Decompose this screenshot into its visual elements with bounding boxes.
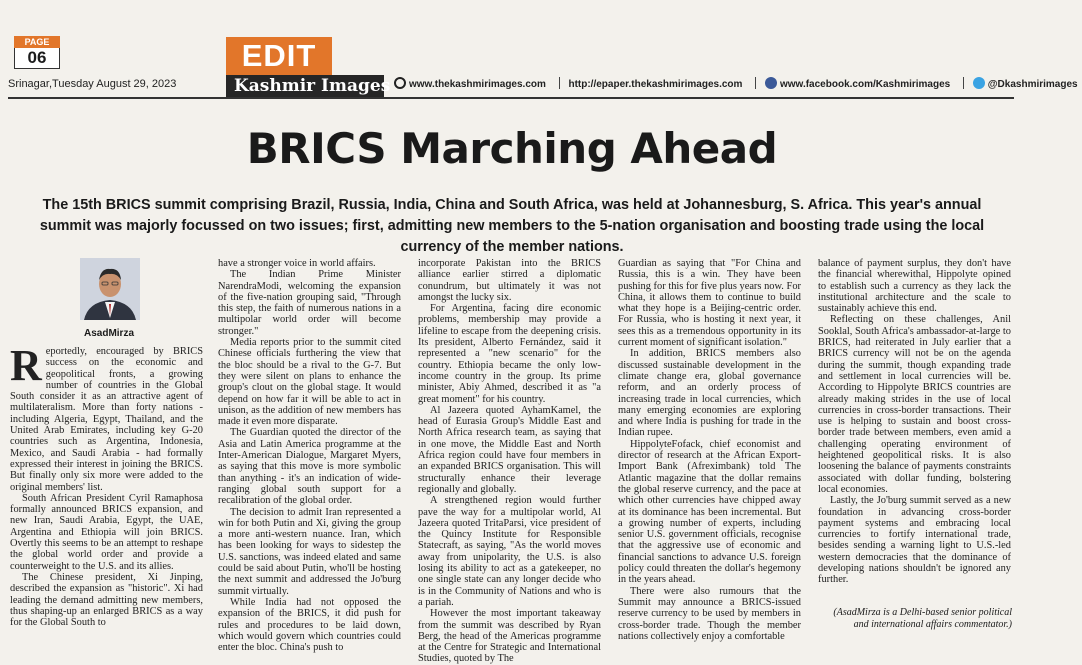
paragraph: The Indian Prime Minister NarendraModi, welcoming the expansion of the five-nation grouping said, "Through this step, the faith of numerous nations in a multipolar world order will become stronger.": [218, 269, 401, 337]
paragraph: While India had not opposed the expansion of the BRICS, it did push for rules and procedures to be laid down, which would govern which countries could enter the bloc. China's push to: [218, 596, 401, 654]
links-bar: [394, 77, 1082, 90]
author-byline: AsadMirza: [84, 328, 135, 339]
paragraph: incorporate Pakistan into the BRICS alliance earlier stirred a diplomatic conundrum, but ultimately it was not amongst the lucky six.: [418, 258, 601, 303]
facebook-link[interactable]: www.facebook.com/Kashmirimages: [779, 79, 951, 90]
article-column-4: [618, 258, 801, 642]
section-label: EDIT: [226, 37, 332, 75]
paragraph: balance of payment surplus, they don't have the financial wherewithal, Hippolyte opined to establish such a currency as they lack the institutional architecture and the scale to sustainably achieve this end.: [818, 258, 1011, 315]
author-bio: (AsadMirza is a Delhi-based senior political and international affairs commentator.): [833, 607, 1012, 630]
paragraph: Lastly, the Jo'burg summit served as a new foundation in advancing cross-border payment systems and embracing local currencies to fortify international trade, besides sending a warning light to U.S.-led western democracies that the dominance of developing nations shouldn't be ignored any further.: [818, 495, 1011, 586]
article-column-1: [10, 341, 203, 629]
twitter-icon: [973, 77, 985, 89]
paragraph: Media reports prior to the summit cited Chinese officials furthering the view that the bloc should be a rival to the G-7. But they were silent on plans to enhance the group's clout on the global stage. It would depend on how far it will be able to act in unison, as the addition of new members has made it even more disparate.: [218, 337, 401, 428]
article-column-3: [418, 258, 601, 665]
paragraph: However the most important takeaway from the summit was described by Ryan Berg, the head of the Americas programme at the Centre for Strategic and International Studies, quoted by The: [418, 608, 601, 665]
article-column-2: [218, 258, 401, 653]
paragraph: For Argentina, facing dire economic problems, membership may provide a lifeline to escape from the deepening crisis. Its president, Alberto Fernández, said it represented a "new scenario" for the country. Ethiopia became the only low-income country in the group. Its prime minister, Abiy Ahmed, described it as "a great moment" for his country.: [418, 303, 601, 405]
epaper-link[interactable]: http://epaper.thekashmirimages.com: [568, 79, 743, 90]
divider: [559, 77, 560, 89]
divider: [755, 77, 756, 89]
publication-name: Kashmir Images: [226, 75, 384, 97]
paragraph: In addition, BRICS members also discussed sustainable development in the climate change era, global governance reform, and an orderly process of increasing trade in local currencies, which many emerging economies are exploring and where India is pushing for trade in the Indian rupee.: [618, 348, 801, 439]
paragraph: Al Jazeera quoted AyhamKamel, the head of Eurasia Group's Middle East and North Africa research team, as saying that in one move, the Middle East and North Africa region could have four members in an expanded BRICS organisation. This will structurally enhance their leverage regionally and globally.: [418, 404, 601, 495]
dateline: Srinagar,Tuesday August 29, 2023: [8, 78, 177, 90]
page-number: 06: [14, 48, 60, 69]
paragraph: The Chinese president, Xi Jinping, described the expansion as "historic". Xi had leading the demand admitting new members, thus shaping-up an enlarged BRICS as a way for the Global South to: [10, 571, 203, 629]
divider: [963, 77, 964, 89]
page-number-tag: [14, 36, 60, 69]
article-headline: BRICS Marching Ahead: [246, 124, 778, 173]
facebook-icon: [765, 77, 777, 89]
paragraph: South African President Cyril Ramaphosa formally announced BRICS expansion, and new Iran, Saudi Arabia, Egypt, the UAE, Argentina and Ethiopia will join BRICS. Overtly this seems to be an attempt to reshape the global world order and provide a counterweight to the U.S. and its allies.: [10, 492, 203, 572]
article-column-5: [818, 258, 1011, 586]
article-strapline: The 15th BRICS summit comprising Brazil, Russia, India, China and South Africa, was held at Johannesburg, S. Africa. This year's annual summit was majorly focussed on two issues; first, admitting new members to the 5-nation organisation and boosting trade using the local currency of the member nations.: [39, 197, 985, 255]
paragraph: Reflecting on these challenges, Anil Sooklal, South Africa's ambassador-at-large to BRICS, had reiterated in July earlier that a BRICS currency will not be on the agenda during the summit, though expanding trade and settlement in local currencies will be. According to Hippolyte BRICS countries are already making strides in the use of local currencies in cross-border transactions. Their use is helping to sustain and boost cross-border trade between members, even amid a challenging operating environment of heightened geopolitical risks. It is also loosening the balance of payments constraints associated with dollar funding, bolstering local economies.: [818, 314, 1011, 495]
globe-icon: [394, 77, 406, 89]
paragraph: Guardian as saying that "For China and Russia, this is a win. They have been pushing for this for five plus years now. For China, it allows them to continue to build what they hope is a Beijing-centric order. For Russia, who is hosting it next year, it sees this as a tremendous opportunity in its current moment of significant isolation.": [618, 258, 801, 349]
paragraph: The Guardian quoted the director of the Asia and Latin America programme at the Inter-American Dialogue, Margaret Myers, as saying that this move is more symbolic than anything - it's an indication of wide-ranging global south support for a recalibration of the global order.: [218, 427, 401, 507]
paragraph: HippolyteFofack, chief economist and director of research at the African Export-Import Bank (Afreximbank) told The Atlantic magazine that the dollar remains the global reserve currency, and the pace at which other currencies have chipped away at its dominance has been incremental. But a growing number of experts, including senior U.S. government officials, recognise that the aggressive use of economic and financial sanctions to advance U.S. foreign policy could threaten the dollar's hegemony in the years ahead.: [618, 438, 801, 586]
paragraph: There were also rumours that the Summit may announce a BRICS-issued reserve currency to be used by members in cross-border trade. Though the member nations collectively enjoy a comfortable: [618, 585, 801, 642]
twitter-link[interactable]: @Dkashmirimages: [987, 79, 1078, 90]
website-link[interactable]: www.thekashmirimages.com: [409, 79, 546, 90]
page-label: PAGE: [14, 36, 60, 48]
drop-cap: R: [10, 341, 42, 390]
paragraph: A strengthened region would further pave the way for a multipolar world, Al Jazeera quoted TritaParsi, vice president of the Quincy Institute for Responsible Statecraft, as saying, "As the world moves away from unipolarity, the U.S. is also losing its ability to act as a gatekeeper, no one single state can any longer decide who is in the Community of Nations and who is a pariah.: [418, 495, 601, 608]
author-photo: [80, 258, 140, 320]
header-rule: [8, 97, 1014, 99]
paragraph: The decision to admit Iran represented a win for both Putin and Xi, giving the group a more anti-western nuance. Iran, which has been looking for ways to sidestep the U.S. sanctions, was indeed elated and same could be said about Putin, who'll be hosting the next summit and addressed the Jo'burg summit virtually.: [218, 506, 401, 597]
paragraph: eportedly, encouraged by BRICS success on the economic and geopolitical fronts, a growing number of countries in the Global South consider it as an attractive agent of multilateralism. More than forty nations - including Algeria, Egypt, Thailand, and the United Arab Emirates, including key G-20 countries such as Argentina, Indonesia, Mexico, and Saudi Arabia - had formally expressed their interest in joining the BRICS. But finally only six more were added to the original members' list.: [10, 346, 203, 493]
paragraph: have a stronger voice in world affairs.: [218, 258, 376, 269]
